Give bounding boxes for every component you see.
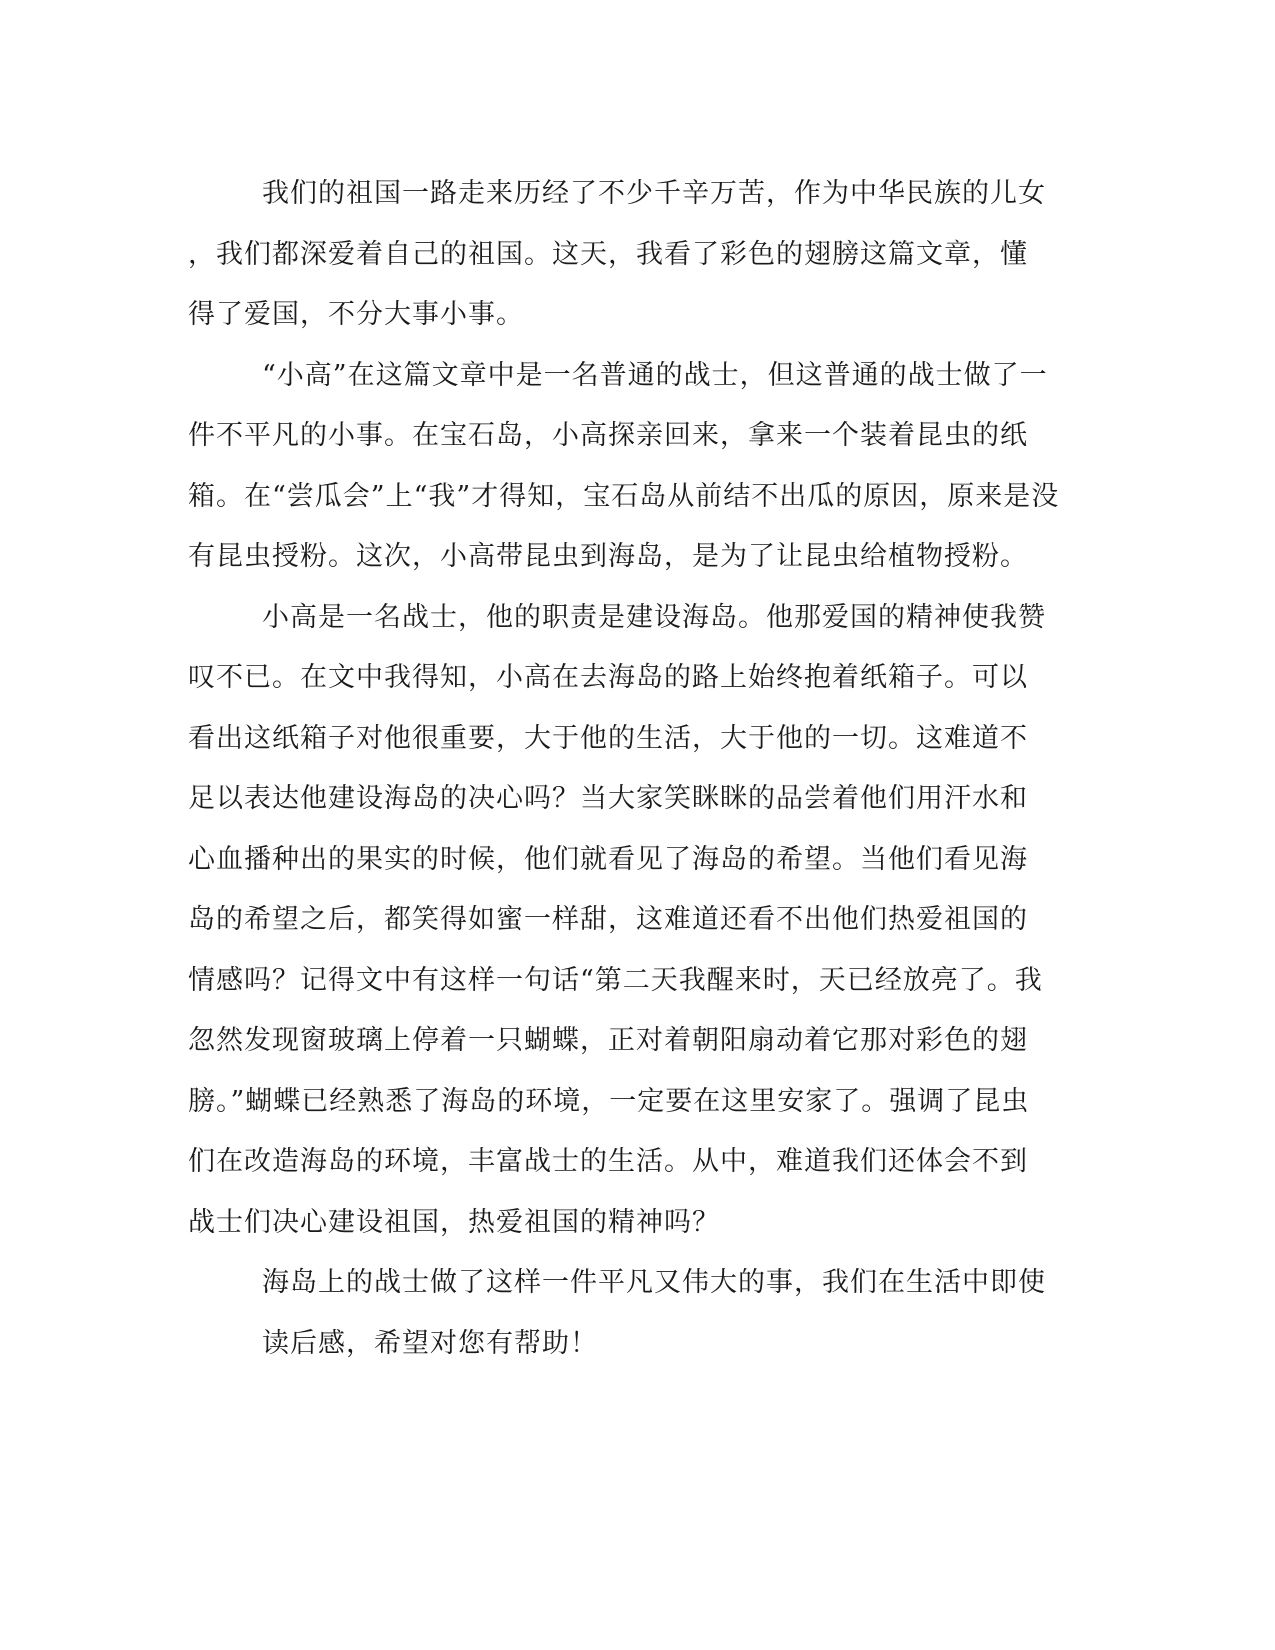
text-line: 小高是一名战士，他的职责是建设海岛。他那爱国的精神使我赞	[262, 601, 1046, 633]
text-line: 忽然发现窗玻璃上停着一只蝴蝶，正对着朝阳扇动着它那对彩色的翅	[188, 1025, 1028, 1056]
text-line: 战士们决心建设祖国，热爱祖国的精神吗？	[188, 1206, 720, 1238]
text-line: 看出这纸箱子对他很重要，大于他的生活，大于他的一切。这难道不	[188, 722, 1028, 754]
text-line: 有昆虫授粉。这次，小高带昆虫到海岛，是为了让昆虫给植物授粉。	[188, 541, 1028, 572]
text-line: 膀。”蝴蝶已经熟悉了海岛的环境，一定要在这里安家了。强调了昆虫	[188, 1085, 1030, 1117]
text-line: 叹不已。在文中我得知，小高在去海岛的路上始终抱着纸箱子。可以	[188, 662, 1028, 693]
text-line: 海岛上的战士做了这样一件平凡又伟大的事，我们在生活中即使	[262, 1267, 1046, 1298]
text-line: 我们的祖国一路走来历经了不少千辛万苦，作为中华民族的儿女	[262, 178, 1046, 209]
text-line: 读后感，希望对您有帮助！	[262, 1327, 598, 1359]
text-line: 箱。在“尝瓜会”上“我”才得知，宝石岛从前结不出瓜的原因，原来是没	[188, 480, 1060, 512]
text-line: 得了爱国，不分大事小事。	[188, 299, 524, 330]
text-line: “小高”在这篇文章中是一名普通的战士，但这普通的战士做了一	[262, 359, 1048, 391]
text-line: 心血播种出的果实的时候，他们就看见了海岛的希望。当他们看见海	[188, 843, 1028, 875]
text-line: 岛的希望之后，都笑得如蜜一样甜，这难道还看不出他们热爱祖国的	[188, 904, 1028, 935]
text-line: 们在改造海岛的环境，丰富战士的生活。从中，难道我们还体会不到	[188, 1146, 1028, 1177]
text-line: ，我们都深爱着自己的祖国。这天，我看了彩色的翅膀这篇文章，懂	[188, 238, 1028, 270]
article-body	[188, 164, 1088, 1374]
text-line: 情感吗？记得文中有这样一句话“第二天我醒来时，天已经放亮了。我	[188, 964, 1043, 996]
text-line: 足以表达他建设海岛的决心吗？当大家笑眯眯的品尝着他们用汗水和	[188, 783, 1028, 814]
text-line: 件不平凡的小事。在宝石岛，小高探亲回来，拿来一个装着昆虫的纸	[188, 420, 1028, 451]
